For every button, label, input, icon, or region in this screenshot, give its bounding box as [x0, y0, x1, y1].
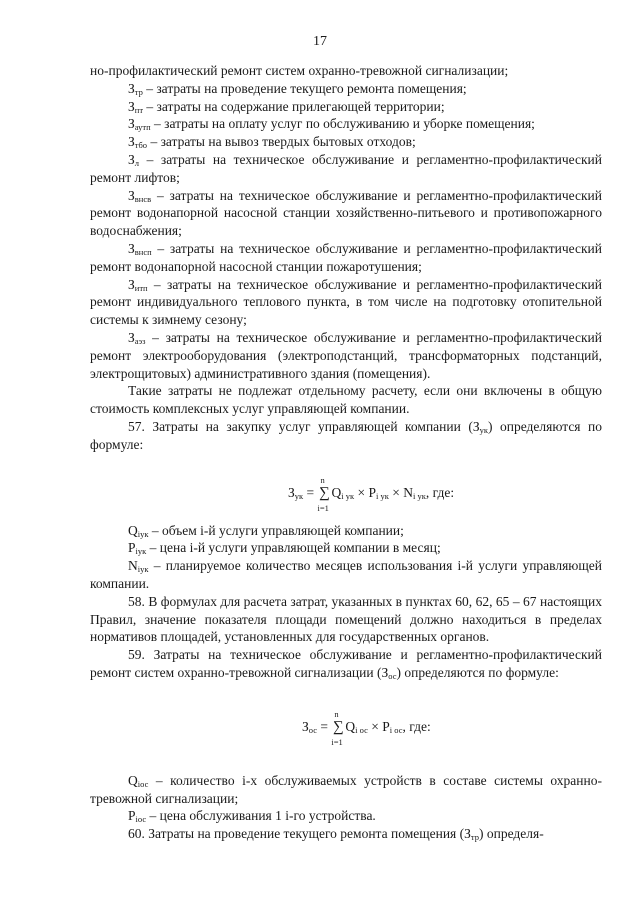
definition-q-iuk: $Q_{iук}$ – объем i-й услуги управляющей компании; — [128, 522, 404, 539]
definition-q-ios: $Q_{iос}$ – количество i-х обслуживаемых устройств в составе системы охранно-тревожной сигнализации; — [90, 772, 602, 806]
paragraph-58: 58. В формулах для расчета затрат, указанных в пунктах 60, 62, 65 – 67 настоящих Правил, значение показателя площади помещений должно находиться в пределах нормативов площадей, установленных для государственных органов. — [90, 593, 602, 645]
formula-z-uk: $З_{ук}$ = n ∑ i=1 $Q_{i ук} \times P_{i ук} \times N_{i ук}$, где: — [288, 474, 455, 513]
definition-p-iuk: $P_{iук}$ – цена i-й услуги управляющей компании в месяц; — [128, 540, 441, 557]
page-number: 17 — [313, 34, 327, 49]
definition-z-pt: $З_{пт}$ – затраты на содержание прилегающей территории; — [128, 98, 445, 115]
definition-z-autp: $З_{аутп}$ – затраты на оплату услуг по обслуживанию и уборке помещения; — [128, 116, 535, 133]
document-body — [90, 62, 602, 843]
sum-symbol: n ∑ i=1 — [331, 708, 344, 747]
formula-z-os: $З_{ос}$ = n ∑ i=1 $Q_{i ос} \times P_{i ос}$, где: — [302, 708, 431, 747]
definition-z-tr: $З_{тр}$ – затраты на проведение текущего ремонта помещения; — [128, 80, 467, 97]
definition-z-tbo: $З_{тбо}$ – затраты на вывоз твердых бытовых отходов; — [128, 134, 416, 151]
definition-z-aez: $З_{аэз}$ – затраты на техническое обслуживание и регламентно-профилактический ремонт электрооборудования (электроподстанций, трансформаторных подстанций, электрощитовых) административного здания (помещения). — [90, 329, 602, 381]
definition-z-l: $З_л$ – затраты на техническое обслуживание и регламентно-профилактический ремонт лифтов; — [90, 151, 602, 185]
paragraph-such-costs: Такие затраты не подлежат отдельному расчету, если они включены в общую стоимость комплексных услуг управляющей компании. — [90, 383, 602, 417]
paragraph-57: 57. Затраты на закупку услуг управляющей компании $(З_{ук})$ определяются по формуле: — [90, 418, 602, 452]
paragraph-59: 59. Затраты на техническое обслуживание и регламентно-профилактический ремонт систем охранно-тревожной сигнализации $(З_{ос})$ определяются по формуле: — [90, 647, 602, 681]
definition-z-vnsv: $З_{внсв}$ – затраты на техническое обслуживание и регламентно-профилактический ремонт водонапорной насосной станции хозяйственно-питьевого и противопожарного водоснабжения; — [90, 187, 602, 239]
definition-p-ios: $P_{iос}$ – цена обслуживания 1 i-го устройства. — [128, 808, 376, 825]
paragraph-60: 60. Затраты на проведение текущего ремонта помещения $(З_{тр})$ определя- — [128, 826, 544, 843]
definition-z-vnsp: $З_{внсп}$ – затраты на техническое обслуживание и регламентно-профилактический ремонт водонапорной насосной станции пожаротушения; — [90, 240, 602, 274]
paragraph-continuation: но-профилактический ремонт систем охранно-тревожной сигнализации; — [90, 63, 509, 78]
sum-symbol: n ∑ i=1 — [317, 474, 330, 513]
definition-z-itp: $З_{итп}$ – затраты на техническое обслуживание и регламентно-профилактический ремонт индивидуального теплового пункта, в том числе на подготовку отопительной системы к зимнему сезону; — [90, 276, 602, 328]
definition-n-iuk: $N_{iук}$ – планируемое количество месяцев использования i-й услуги управляющей компании. — [90, 558, 602, 591]
